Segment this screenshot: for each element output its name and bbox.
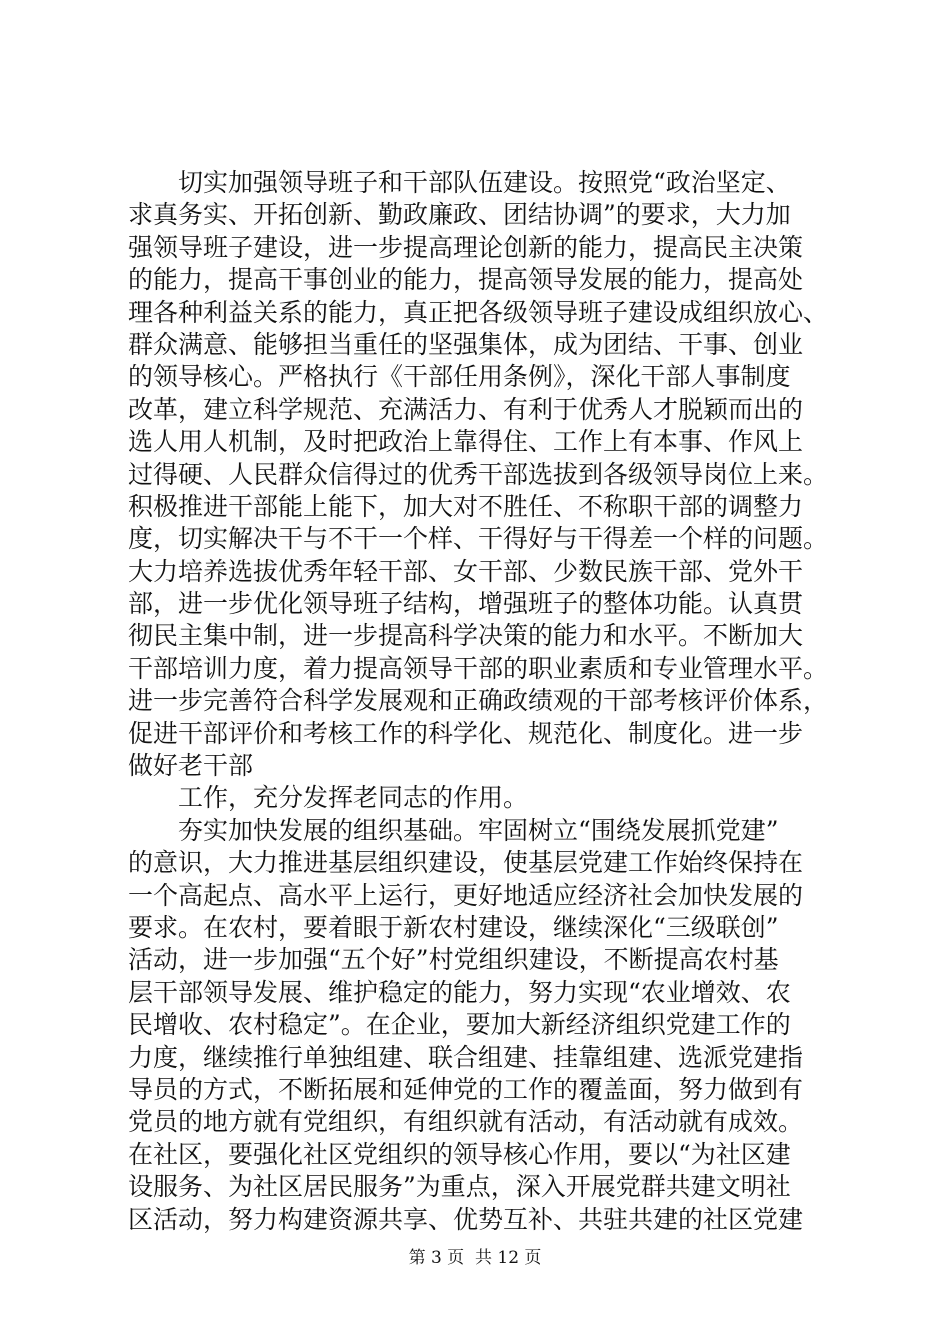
- text-line: 过得硬、人民群众信得过的优秀干部选拔到各级领导岗位上来。: [128, 459, 829, 489]
- text-line: 设服务、为社区居民服务”为重点，深入开展党群共建文明社: [128, 1172, 791, 1202]
- text-line: 促进干部评价和考核工作的科学化、规范化、制度化。进一步: [128, 718, 804, 748]
- text-line: 的能力，提高干事创业的能力，提高领导发展的能力，提高处: [128, 265, 804, 295]
- text-line: 导员的方式，不断拓展和延伸党的工作的覆盖面，努力做到有: [128, 1074, 804, 1104]
- text-line: 做好老干部: [128, 751, 254, 781]
- text-line: 度，切实解决干与不干一个样、干得好与干得差一个样的问题。: [128, 524, 829, 554]
- text-line: 求真务实、开拓创新、勤政廉政、团结协调”的要求，大力加: [128, 200, 791, 230]
- text-line: 要求。在农村，要着眼于新农村建设，继续深化“三级联创”: [128, 912, 779, 942]
- text-line: 彻民主集中制，进一步提高科学决策的能力和水平。不断加大: [128, 621, 804, 651]
- text-line: 一个高起点、高水平上运行，更好地适应经济社会加快发展的: [128, 880, 804, 910]
- text-line: 区活动，努力构建资源共享、优势互补、共驻共建的社区党建: [128, 1204, 804, 1234]
- text-line: 层干部领导发展、维护稳定的能力，努力实现“农业增效、农: [128, 977, 791, 1007]
- text-line: 党员的地方就有党组织，有组织就有活动，有活动就有成效。: [128, 1107, 804, 1137]
- text-line: 理各种利益关系的能力，真正把各级领导班子建设成组织放心、: [128, 297, 829, 327]
- text-line: 选人用人机制，及时把政治上靠得住、工作上有本事、作风上: [128, 427, 804, 457]
- text-line: 工作，充分发挥老同志的作用。: [128, 783, 529, 813]
- text-line: 改革，建立科学规范、充满活力、有利于优秀人才脱颖而出的: [128, 394, 804, 424]
- text-line: 干部培训力度，着力提高领导干部的职业素质和专业管理水平。: [128, 653, 829, 683]
- text-line: 在社区，要强化社区党组织的领导核心作用，要以“为社区建: [128, 1139, 791, 1169]
- body-text: [128, 167, 828, 1236]
- text-line: 活动，进一步加强“五个好”村党组织建设，不断提高农村基: [128, 945, 779, 975]
- page-number-footer: 第 3 页 共 12 页: [408, 1248, 542, 1268]
- text-line: 的意识，大力推进基层组织建设，使基层党建工作始终保持在: [128, 848, 804, 878]
- text-line: 部，进一步优化领导班子结构，增强班子的整体功能。认真贯: [128, 589, 804, 619]
- text-line: 进一步完善符合科学发展观和正确政绩观的干部考核评价体系，: [128, 686, 829, 716]
- text-line: 大力培养选拔优秀年轻干部、女干部、少数民族干部、党外干: [128, 556, 804, 586]
- text-line: 切实加强领导班子和干部队伍建设。按照党“政治坚定、: [128, 168, 791, 197]
- text-line: 群众满意、能够担当重任的坚强集体，成为团结、干事、创业: [128, 329, 804, 359]
- text-line: 积极推进干部能上能下，加大对不胜任、不称职干部的调整力: [128, 491, 804, 521]
- text-line: 民增收、农村稳定”。在企业，要加大新经济组织党建工作的: [128, 1010, 791, 1040]
- text-line: 强领导班子建设，进一步提高理论创新的能力，提高民主决策: [128, 232, 804, 262]
- text-line: 夯实加快发展的组织基础。牢固树立“围绕发展抓党建”: [128, 815, 779, 845]
- text-line: 的领导核心。严格执行《干部任用条例》，深化干部人事制度: [128, 362, 791, 392]
- text-line: 力度，继续推行单独组建、联合组建、挂靠组建、选派党建指: [128, 1042, 804, 1072]
